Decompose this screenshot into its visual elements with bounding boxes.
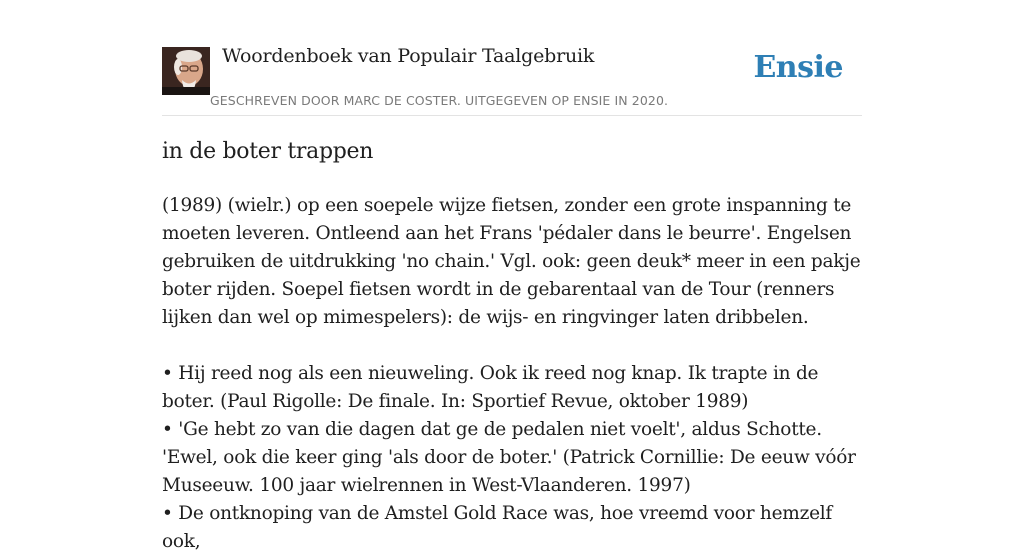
entry-term: in de boter trappen (162, 139, 374, 164)
example-quote: • Hij reed nog als een nieuweling. Ook ik reed nog knap. Ik trapte in de boter. (Paul Rigolle: De finale. In: Sportief Revue, oktober 1989) (162, 363, 819, 412)
brand-logo[interactable]: Ensie (753, 50, 843, 85)
example-quote: • De ontknoping van de Amstel Gold Race was, hoe vreemd voor hemzelf ook, (162, 503, 833, 552)
paragraph-gap (162, 332, 866, 360)
author-portrait-icon (162, 47, 210, 95)
entry-body (162, 192, 866, 556)
author-avatar[interactable] (162, 47, 210, 95)
entry-definition: (1989) (wielr.) op een soepele wijze fietsen, zonder een grote inspanning te moeten leveren. Ontleend aan het Frans 'pédaler dans le beurre'. Engelsen gebruiken de uitdrukking 'no chain.' Vgl. ook: geen deuk* meer in een pakje boter rijden. Soepel fietsen wordt in de gebarentaal van de Tour (renners lijken dan wel op mimespelers): de wijs- en ringvinger laten dribbelen. (162, 195, 861, 328)
book-title[interactable]: Woordenboek van Populair Taalgebruik (222, 45, 595, 67)
example-quote: • 'Ge hebt zo van die dagen dat ge de pedalen niet voelt', aldus Schotte. 'Ewel, ook die keer ging 'als door de boter.' (Patrick Cornillie: De eeuw vóór Museeuw. 100 jaar wielrennen in West-Vlaanderen. 1997) (162, 419, 856, 496)
byline: GESCHREVEN DOOR MARC DE COSTER. UITGEGEVEN OP ENSIE IN 2020. (210, 93, 669, 108)
book-header (162, 0, 862, 116)
